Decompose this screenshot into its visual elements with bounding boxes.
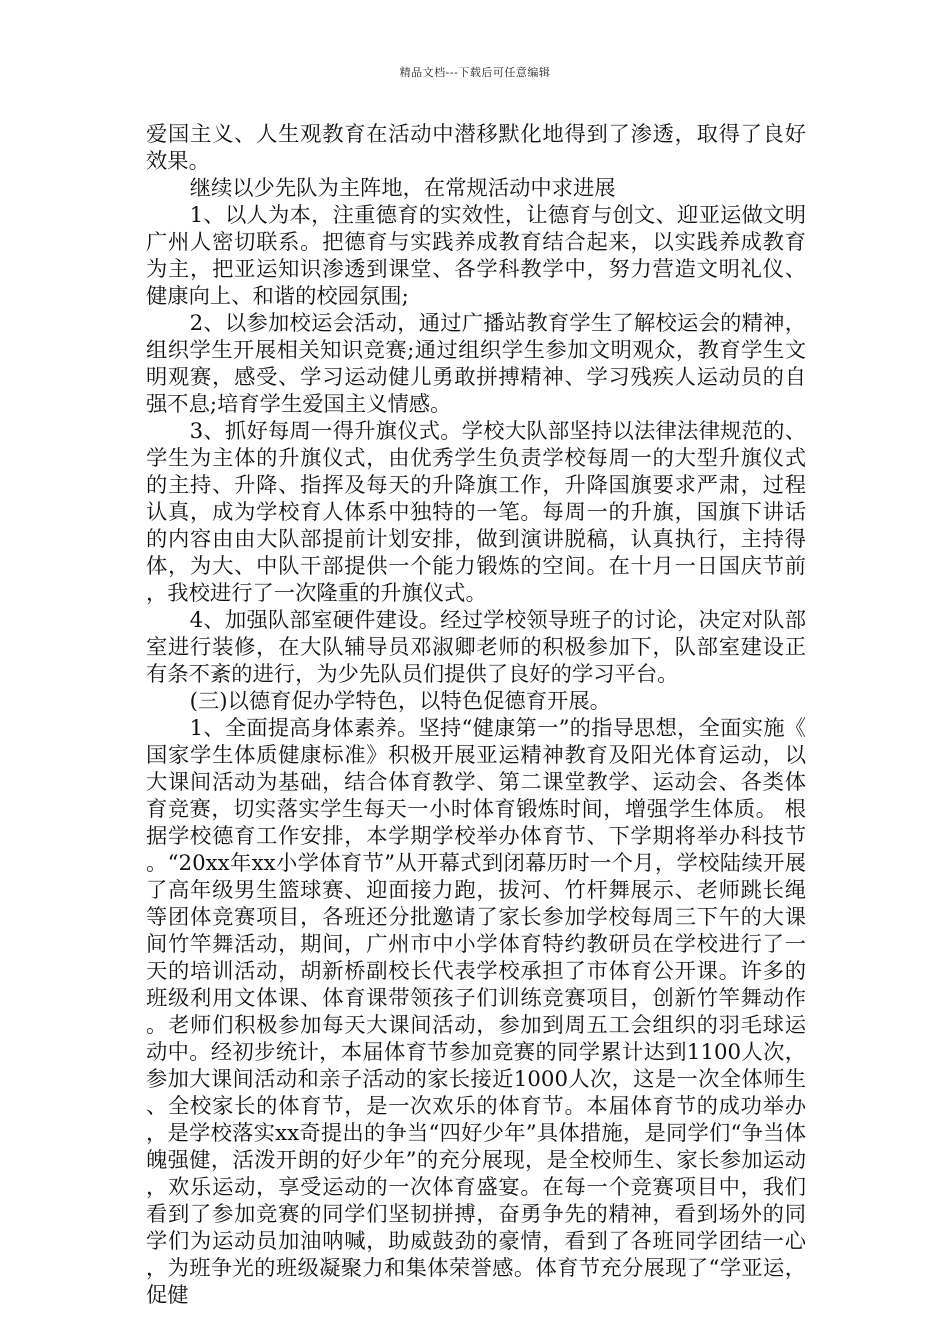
paragraph-1: 爱国主义、人生观教育在活动中潜移默化地得到了渗透，取得了良好效果。 <box>146 122 806 174</box>
paragraph-2: 继续以少先队为主阵地，在常规活动中求进展 <box>189 176 616 201</box>
paragraph-3: 1、以人为本，注重德育的实效性，让德育与创文、迎亚运做文明广州人密切联系。把德育与实践养成教育结合起来，以实践养成教育为主，把亚运知识渗透到课堂、各学科教学中，努力营造文明礼仪、健康向上、和谐的校园氛围; <box>146 203 806 309</box>
paragraph-4: 2、以参加校运会活动，通过广播站教育学生了解校运会的精神，组织学生开展相关知识竞赛;通过组织学生参加文明观众，教育学生文明观赛，感受、学习运动健儿勇敢拼搏精神、学习残疾人运动员的自强不息;培育学生爱国主义情感。 <box>146 311 806 417</box>
paragraph-6: 4、加强队部室硬件建设。经过学校领导班子的讨论，决定对队部室进行装修，在大队辅导员邓淑卿老师的积极参加下，队部室建设正有条不紊的进行，为少先队员们提供了良好的学习平台。 <box>146 608 806 687</box>
document-body <box>146 121 806 1309</box>
page-header: 精品文档---下载后可任意编辑 <box>399 66 551 79</box>
paragraph-8: 1、全面提高身体素养。坚持“健康第一”的指导思想，全面实施《国家学生体质健康标准》积极开展亚运精神教育及阳光体育运动，以大课间活动为基础，结合体育教学、第二课堂教学、运动会、各类体育竞赛，切实落实学生每天一小时体育锻炼时间，增强学生体质。 根据学校德育工作安排，本学期学校举办体育节、下学期将举办科技节。“20xx年xx小学体育节”从开幕式到闭幕历时一个月，学校陆续开展了高年级男生篮球赛、迎面接力跑，拔河、竹杆舞展示、老师跳长绳等团体竞赛项目，各班还分批邀请了家长参加学校每周三下午的大课间竹竿舞活动，期间，广州市中小学体育特约教研员在学校进行了一天的培训活动，胡新桥副校长代表学校承担了市体育公开课。许多的班级利用文体课、体育课带领孩子们训练竞赛项目，创新竹竿舞动作。老师们积极参加每天大课间活动，参加到周五工会组织的羽毛球运动中。经初步统计，本届体育节参加竞赛的同学累计达到1100人次，参加大课间活动和亲子活动的家长接近1000人次，这是一次全体师生、全校家长的体育节，是一次欢乐的体育节。本届体育节的成功举办，是学校落实xx奇提出的争当“四好少年”具体措施，是同学们“争当体魄强健，活泼开朗的好少年”的充分展现，是全校师生、家长参加运动，欢乐运动，享受运动的一次体育盛宴。在每一个竞赛项目中，我们看到了参加竞赛的同学们坚韧拼搏，奋勇争先的精神，看到场外的同学们为运动员加油呐喊，助威鼓劲的豪情，看到了各班同学团结一心，为班争光的班级凝聚力和集体荣誉感。体育节充分展现了“学亚运，促健 <box>146 716 806 1308</box>
paragraph-7: (三)以德育促办学特色，以特色促德育开展。 <box>189 689 611 714</box>
paragraph-5: 3、抓好每周一得升旗仪式。学校大队部坚持以法律法律规范的、学生为主体的升旗仪式，由优秀学生负责学校每周一的大型升旗仪式的主持、升降、指挥及每天的升降旗工作，升降国旗要求严肃，过程认真，成为学校育人体系中独特的一笔。每周一的升旗，国旗下讲话的内容由由大队部提前计划安排，做到演讲脱稿，认真执行，主持得体，为大、中队干部提供一个能力锻炼的空间。在十月一日国庆节前，我校进行了一次隆重的升旗仪式。 <box>146 419 806 606</box>
